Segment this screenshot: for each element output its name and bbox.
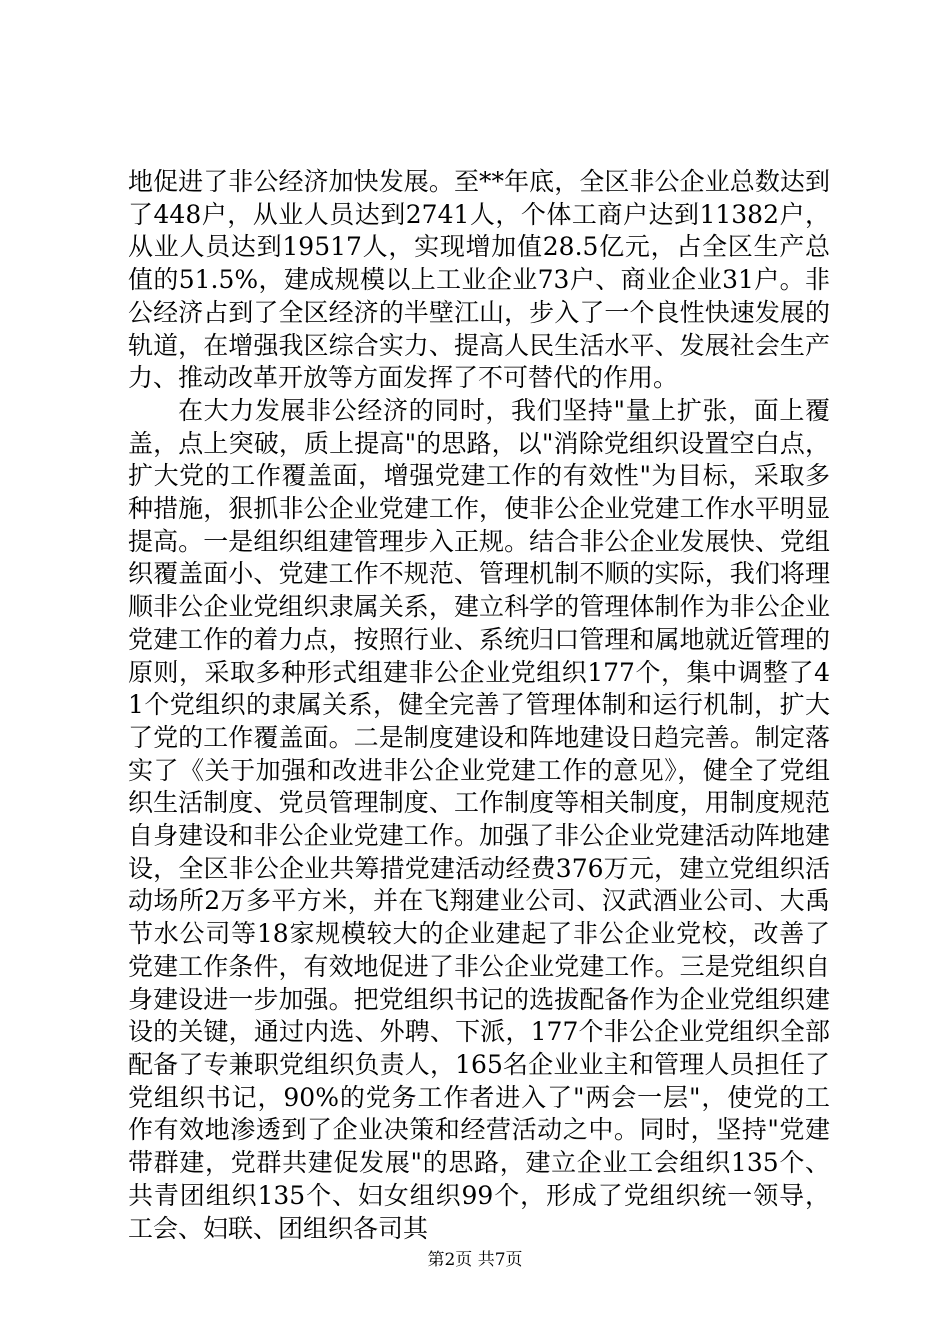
body-text: [128, 166, 830, 1245]
page-number-footer: 第2页 共7页: [427, 1250, 523, 1270]
paragraph-1: 地促进了非公经济加快发展。至**年底，全区非公企业总数达到了448户，从业人员达到2741人，个体工商户达到11382户，从业人员达到19517人，实现增加值28.5亿元，占全区生产总值的51.5%，建成规模以上工业企业73户、商业企业31户。非公经济占到了全区经济的半壁江山，步入了一个良性快速发展的轨道，在增强我区综合实力、提高人民生活水平、发展社会生产力、推动改革开放等方面发挥了不可替代的作用。: [128, 167, 830, 393]
paragraph-2: 在大力发展非公经济的同时，我们坚持"量上扩张，面上覆盖，点上突破，质上提高"的思路，以"消除党组织设置空白点，扩大党的工作覆盖面，增强党建工作的有效性"为目标，采取多种措施，狠抓非公企业党建工作，使非公企业党建工作水平明显提高。一是组织组建管理步入正规。结合非公企业发展快、党组织覆盖面小、党建工作不规范、管理机制不顺的实际，我们将理顺非公企业党组织隶属关系，建立科学的管理体制作为非公企业党建工作的着力点，按照行业、系统归口管理和属地就近管理的原则，采取多种形式组建非公企业党组织177个，集中调整了41个党组织的隶属关系，健全完善了管理体制和运行机制，扩大了党的工作覆盖面。二是制度建设和阵地建设日趋完善。制定落实了《关于加强和改进非公企业党建工作的意见》，健全了党组织生活制度、党员管理制度、工作制度等相关制度，用制度规范自身建设和非公企业党建工作。加强了非公企业党建活动阵地建设，全区非公企业共筹措党建活动经费376万元，建立党组织活动场所2万多平方米，并在飞翔建业公司、汉武酒业公司、大禹节水公司等18家规模较大的企业建起了非公企业党校，改善了党建工作条件，有效地促进了非公企业党建工作。三是党组织自身建设进一步加强。把党组织书记的选拔配备作为企业党组织建设的关键，通过内选、外聘、下派，177个非公企业党组织全部配备了专兼职党组织负责人，165名企业业主和管理人员担任了党组织书记，90%的党务工作者进入了"两会一层"，使党的工作有效地渗透到了企业决策和经营活动之中。同时，坚持"党建带群建，党群共建促发展"的思路，建立企业工会组织135个、共青团组织135个、妇女组织99个，形成了党组织统一领导，工会、妇联、团组织各司其: [128, 395, 830, 1243]
